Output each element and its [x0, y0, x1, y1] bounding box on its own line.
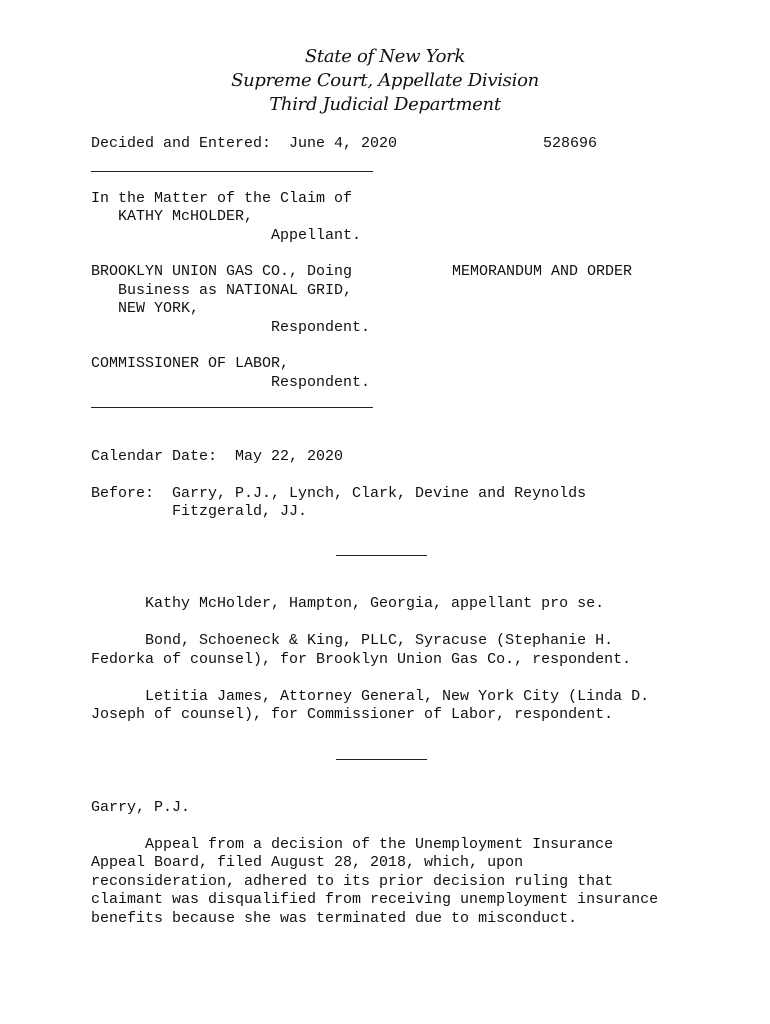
docket-number: 528696 [543, 135, 598, 152]
document-type: MEMORANDUM AND ORDER [452, 263, 633, 280]
caption-role: Respondent. [91, 374, 371, 391]
caption-line: BROOKLYN UNION GAS CO., Doing [91, 263, 353, 280]
counsel-line: Letitia James, Attorney General, New York City (Linda D. [91, 688, 650, 705]
caption-role: Respondent. [91, 319, 371, 336]
caption-line: NEW YORK, [91, 300, 200, 317]
opinion-line: Appeal Board, filed August 28, 2018, which, upon [91, 854, 524, 871]
court-name: Supreme Court, Appellate Division [231, 70, 539, 91]
opinion-line: Appeal from a decision of the Unemployment Insurance [91, 836, 614, 853]
counsel-line: Joseph of counsel), for Commissioner of Labor, respondent. [91, 706, 614, 723]
court-department: Third Judicial Department [269, 94, 501, 115]
caption-line: COMMISSIONER OF LABOR, [91, 355, 290, 372]
caption-line: Business as NATIONAL GRID, [91, 282, 353, 299]
counsel-line: Bond, Schoeneck & King, PLLC, Syracuse (Stephanie H. [91, 632, 614, 649]
decided-entered: Decided and Entered: June 4, 2020 [91, 135, 398, 152]
opinion-line: reconsideration, adhered to its prior decision ruling that [91, 873, 614, 890]
counsel-line: Kathy McHolder, Hampton, Georgia, appellant pro se. [91, 595, 605, 612]
section-separator [336, 555, 427, 556]
section-separator [336, 759, 427, 760]
caption-bottom-rule [91, 407, 373, 408]
caption-line: In the Matter of the Claim of [91, 190, 353, 207]
opinion-author: Garry, P.J. [91, 799, 191, 816]
caption-role: Appellant. [91, 227, 362, 244]
before-panel: Fitzgerald, JJ. [91, 503, 308, 520]
opinion-line: claimant was disqualified from receiving unemployment insurance [91, 891, 659, 908]
caption-top-rule [91, 171, 373, 172]
before-panel: Before: Garry, P.J., Lynch, Clark, Devine and Reynolds [91, 485, 587, 502]
counsel-line: Fedorka of counsel), for Brooklyn Union Gas Co., respondent. [91, 651, 632, 668]
opinion-line: benefits because she was terminated due to misconduct. [91, 910, 578, 927]
caption-line: KATHY McHOLDER, [91, 208, 254, 225]
calendar-date: Calendar Date: May 22, 2020 [91, 448, 344, 465]
court-state: State of New York [304, 46, 466, 67]
